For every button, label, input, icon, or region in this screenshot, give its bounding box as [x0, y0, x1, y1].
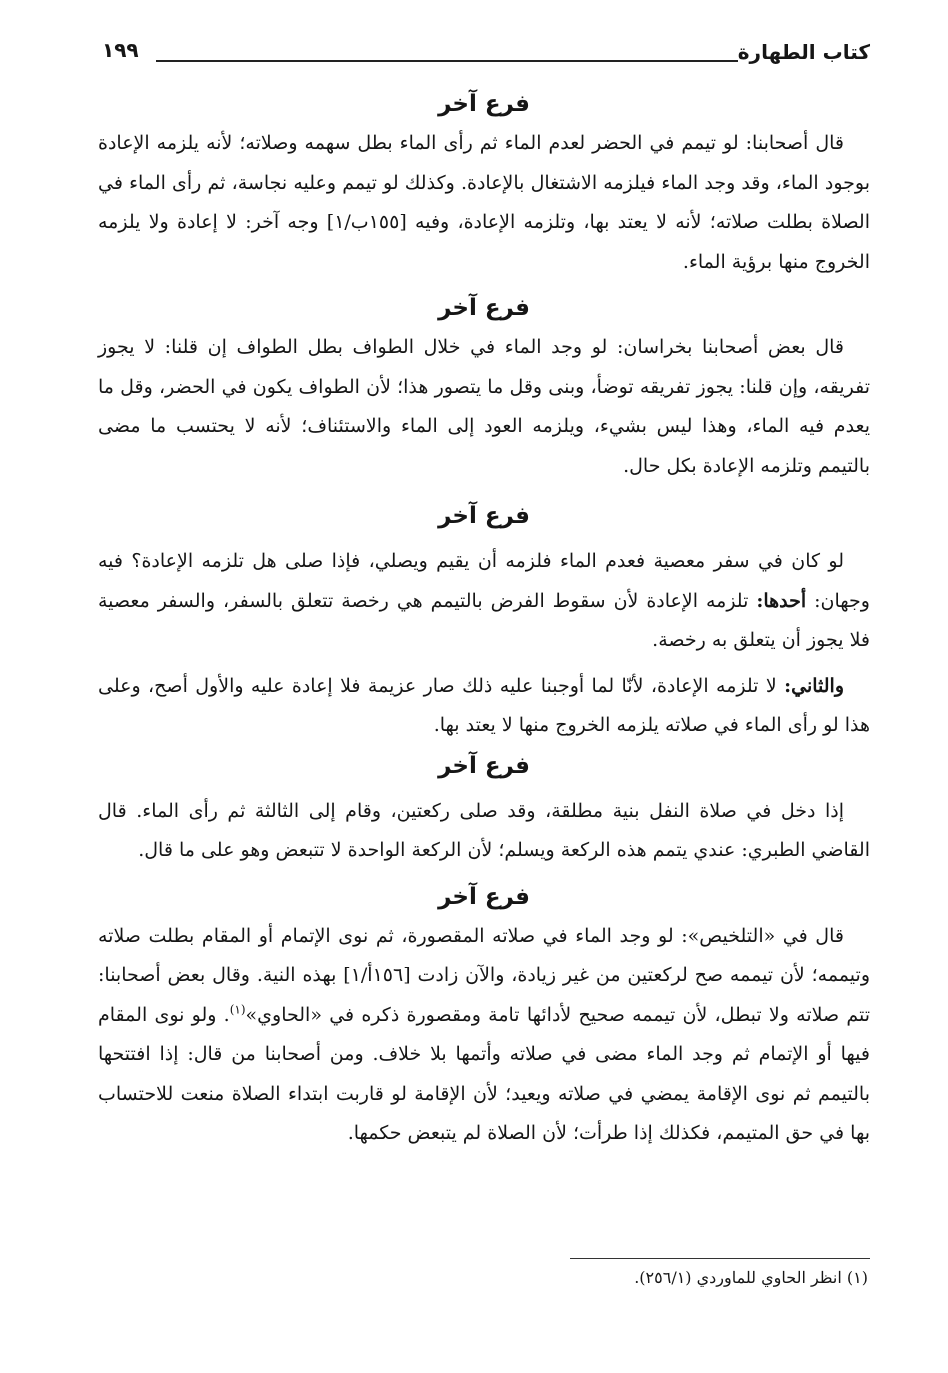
paragraph-text: لو كان في سفر معصية فعدم الماء فلزمه أن يقيم ويصلي، فإذا صلى هل تلزمه الإعادة؟ فيه وجهان:: [98, 550, 870, 612]
paragraph-text: قال في «التلخيص»: لو وجد الماء في صلاته المقصورة، ثم نوى الإتمام أو المقام بطلت صلاته وتيممه؛ لأن تيممه صح لركعتين من غير زيادة، والآن زادت [١٥٦أ/١] بهذه النية. وقال بعض أصحابنا: تتم صلاته ولا تبطل، لأن تيممه صحيح لأدائها تامة ومقصورة ذكره في «الحاوي»: [98, 924, 870, 1026]
running-title: كتاب الطهارة: [737, 40, 870, 64]
section-heading: فرع آخر: [438, 503, 530, 529]
paragraph: قال بعض أصحابنا بخراسان: لو وجد الماء في خلال الطواف بطل الطواف إن قلنا: لا يجوز تفريقه، وإن قلنا: يجوز تفريقه توضأ، وبنى وقل ما يتصور هذا؛ لأن الطواف يكون في الحضر، وقل ما يعدم فيه الماء، وهذا ليس بشيء، ويلزمه العود إلى الماء والاستئناف؛ لأنه لا يحتسب ما مضى بالتيمم وتلزمه الإعادة بكل حال.: [98, 336, 870, 477]
lead-term: والثاني:: [784, 674, 844, 697]
lead-term: أحدها:: [756, 589, 807, 612]
section-heading: فرع آخر: [438, 295, 530, 321]
footnote: (١) انظر الحاوي للماوردي (٢٥٦/١).: [634, 1268, 868, 1287]
page-header: [98, 34, 870, 84]
section-heading: فرع آخر: [438, 883, 530, 910]
paragraph: [98, 667, 870, 746]
paragraph: قال أصحابنا: لو تيمم في الحضر لعدم الماء ثم رأى الماء بطل سهمه وصلاته؛ لأنه يلزمه الإعادة بوجود الماء، وقد وجد الماء فيلزمه الاشتغال بالإعادة. وكذلك لو تيمم وعليه نجاسة، ثم رأى الماء في الصلاة بطلت صلاته؛ لأنه لا يعتد بها، وتلزمه الإعادة، وفيه [١٥٥ب/١] وجه آخر: لا إعادة ولا يلزمه الخروج منها برؤية الماء.: [98, 132, 870, 273]
paragraph: إذا دخل في صلاة النفل بنية مطلقة، وقد صلى ركعتين، وقام إلى الثالثة ثم رأى الماء. قال القاضي الطبري: عندي يتمم هذه الركعة ويسلم؛ لأن الركعة الواحدة لا تتبعض وهو على ما قال.: [98, 799, 870, 861]
paragraph-text: تلزمه الإعادة لأن سقوط الفرض بالتيمم هي رخصة تتعلق بالسفر، والسفر معصية فلا يجوز أن يتعلق به رخصة.: [98, 589, 870, 651]
document-page: [98, 34, 870, 1154]
paragraph-text: لا تلزمه الإعادة، لأنّا لما أوجبنا عليه ذلك صار عزيمة فلا إعادة عليه والأول أصح، وعلى هذا لو رأى الماء في صلاته يلزمه الخروج منها لا يعتد بها.: [98, 674, 870, 736]
footnote-reference[interactable]: (١): [229, 1002, 246, 1017]
paragraph-text: . ولو نوى المقام فيها أو الإتمام ثم وجد الماء مضى في صلاته وأتمها بلا خلاف. ومن أصحابنا من قال: إذا افتتحها بالتيمم ثم نوى الإقامة يمضي في صلاته ويعيد؛ لأن الإقامة لو قاربت ابتداء الصلاة منعت للاحتساب بها في حق المتيمم، فكذلك إذا طرأت؛ لأن الصلاة لم يتبعض حكمها.: [98, 1003, 870, 1144]
page-number: ١٩٩: [102, 38, 139, 62]
section-heading: فرع آخر: [438, 752, 530, 779]
footnote-rule: [570, 1258, 870, 1259]
header-rule: [156, 60, 738, 62]
paragraph: [98, 917, 870, 1154]
section-heading: فرع آخر: [438, 91, 530, 117]
paragraph: [98, 542, 870, 661]
